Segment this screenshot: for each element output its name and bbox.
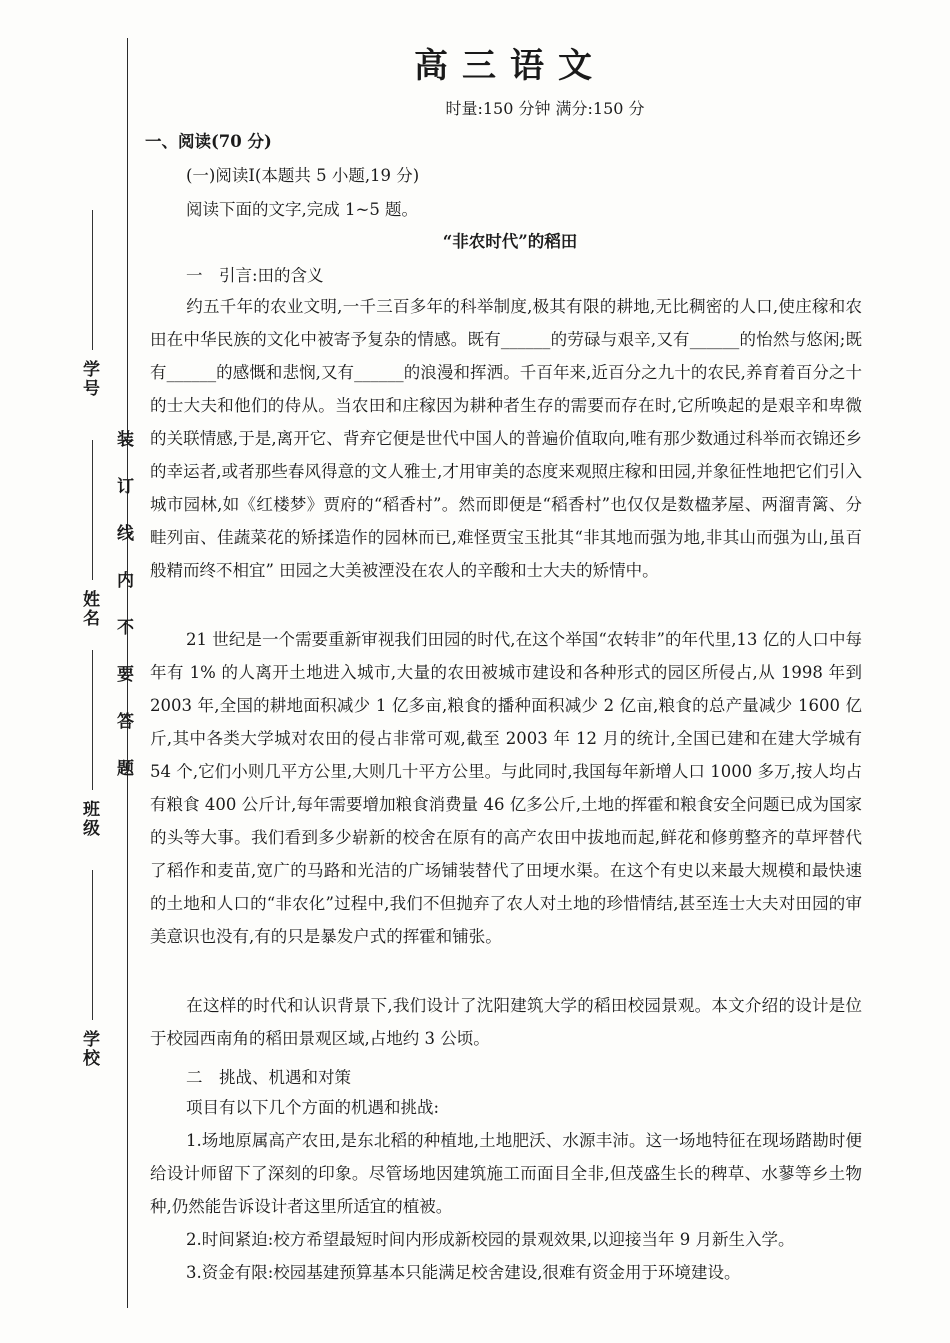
binding-warning: 装订线内不要答题 [113,430,133,806]
paragraph-6: 2.时间紧迫:校方希望最短时间内形成新校园的景观效果,以迎接当年 9 月新生入学。 [186,1230,795,1249]
section-heading: 一、阅读(70 分) [145,132,272,151]
paragraph-7: 3.资金有限:校园基建预算基本只能满足校舍建设,很难有资金用于环境建设。 [186,1263,741,1282]
name-label: 姓名 [79,590,99,628]
school-label: 学校 [79,1030,99,1068]
paragraph-1: 约五千年的农业文明,一千三百多年的科举制度,极其有限的耕地,无比稠密的人口,使庄稼和农田在中华民族的文化中被寄予复杂的情感。既有______的劳碌与艰辛,又有______的怡然与悠闲;既有______的感慨和悲悯,又有______的浪漫和挥洒。千百年来,近百分之九十的农民,养育着百分之十的士大夫和他们的侍从。当农田和庄稼因为耕种者生存的需要而存在时,它所唤起的是艰辛和卑微的关联情感,于是,离开它、背弃它便是世代中国人的普遍价值取向,唯有那少数通过科举而衣锦还乡的幸运者,或者那些春风得意的文人雅士,才用审美的态度来观照庄稼和田园,并象征性地把它们引入城市园林,如《红楼梦》贾府的“稻香村”。然而即便是“稻香村”也仅仅是数楹茅屋、两溜青篱、分畦列亩、佳蔬菜花的矫揉造作的园林而已,难怪贾宝玉批其“非其地而强为地,非其山而强为山,虽百般精而终不相宜” 田园之大美被湮没在农人的辛酸和士大夫的矫情中。 [150,297,862,580]
paragraph-3: 在这样的时代和认识背景下,我们设计了沈阳建筑大学的稻田校园景观。本文介绍的设计是位于校园西南角的稻田景观区域,占地约 3 公顷。 [150,996,862,1048]
part1-heading: 一 引言:田的含义 [186,266,324,285]
part2-heading: 二 挑战、机遇和对策 [186,1068,351,1087]
class-field[interactable] [92,650,93,790]
page-title: 高三语文 [414,46,606,86]
name-field[interactable] [92,440,93,580]
paragraph-4: 项目有以下几个方面的机遇和挑战: [186,1098,440,1117]
paragraph-5: 1.场地原属高产农田,是东北稻的种植地,土地肥沃、水源丰沛。这一场地特征在现场踏勘时便给设计师留下了深刻的印象。尽管场地因建筑施工而面目全非,但茂盛生长的稗草、水蓼等乡土物种,仍然能告诉设计者这里所适宜的植被。 [150,1131,862,1216]
class-label: 班级 [79,800,99,838]
paragraph-2: 21 世纪是一个需要重新审视我们田园的时代,在这个举国“农转非”的年代里,13 亿的人口中每年有 1% 的人离开土地进入城市,大量的农田被城市建设和各种形式的园区所侵占,从 1998 年到 2003 年,全国的耕地面积减少 1 亿多亩,粮食的播种面积减少 2 亿亩,粮食的总产量减少 1600 亿斤,其中各类大学城对农田的侵占非常可观,截至 2003 年 12 月的统计,全国已建和在建大学城有 54 个,它们小则几平方公里,大则几十平方公里。与此同时,我国每年新增人口 1000 多万,按人均占有粮食 400 公斤计,每年需要增加粮食消费量 46 亿多公斤,土地的挥霍和粮食安全问题已成为国家的头等大事。我们看到多少崭新的校舍在原有的高产农田中拔地而起,鲜花和修剪整齐的草坪替代了稻作和麦苗,宽广的马路和光洁的广场铺装替代了田埂水渠。在这个有史以来最大规模和最快速的土地和人口的“非农化”过程中,我们不但抛弃了农人对土地的珍惜情结,甚至连士大夫对田园的审美意识也没有,有的只是暴发户式的挥霍和铺张。 [150,630,862,946]
student-no-field[interactable] [92,210,93,350]
school-field[interactable] [92,870,93,1020]
time-info: 时量:150 分钟 满分:150 分 [445,99,645,118]
instruction: 阅读下面的文字,完成 1~5 题。 [186,200,419,219]
article-title: “非农时代”的稻田 [442,232,578,251]
student-no-label: 学号 [79,360,99,398]
binding-margin [0,0,140,1343]
sub-heading: (一)阅读Ⅰ(本题共 5 小题,19 分) [186,166,420,185]
